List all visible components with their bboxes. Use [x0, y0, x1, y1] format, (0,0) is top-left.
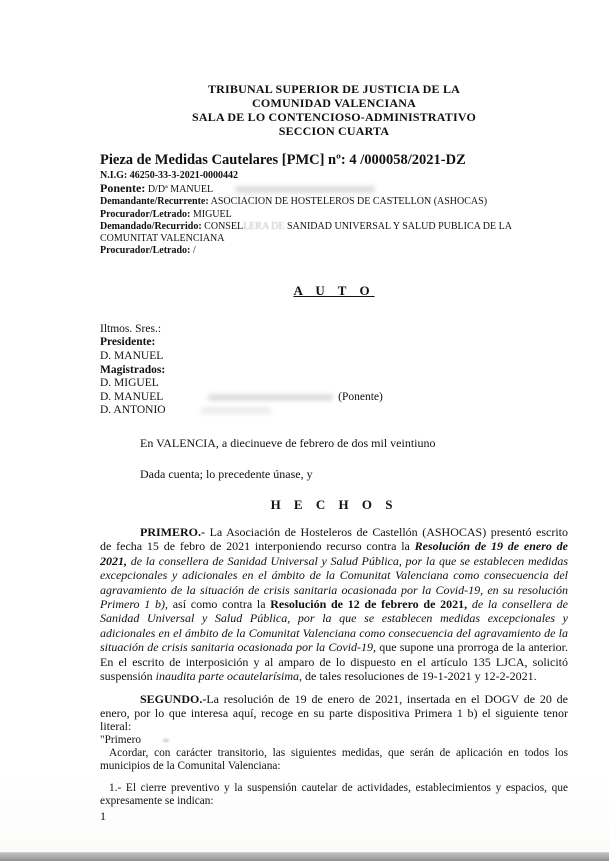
auto-heading-text: A U T O [293, 282, 375, 298]
case-field-row [100, 182, 568, 196]
quote-paragraph-acordar: Acordar, con carácter transitorio, las siguientes medidas, que serán de aplicación en todos los municipios de la Comunital Valenciana: [100, 746, 568, 772]
text-run: SEGUNDO.- [140, 692, 207, 707]
field-value [148, 184, 213, 195]
text-run: La Asociación de Hosteleros de Castellón (ASHOCAS) presentó escrito de fecha 15 de febro de 2021 interponiendo recurso contra la [100, 524, 568, 554]
case-title: Pieza de Medidas Cautelares [PMC] nº: 4 /000058/2021-DZ [100, 152, 466, 168]
magistrate-name: D. MIGUEL [100, 377, 159, 390]
field-value [193, 209, 232, 220]
magistrate-name: D. MANUEL [100, 390, 164, 403]
field-label: Demandado/Recurrido: [100, 220, 202, 232]
magistrate-row [100, 377, 568, 391]
quote-paragraph-cierre: 1.- El cierre preventivo y la suspensión cautelar de actividades, establecimientos y espacios, que expresamente se indican: [100, 781, 568, 807]
redaction-smudge [163, 739, 169, 742]
field-value-part: LERA DE [243, 220, 285, 232]
field-value-part: ASOCIACION DE HOSTELEROS DE CASTELLON (ASHOCAS) [210, 196, 488, 208]
field-value-part: D/Dª MANUEL [147, 184, 214, 195]
field-label: Procurador/Letrado: [100, 208, 191, 220]
text-run: de la consellera de Sanidad Universal y Salud Pública, por la que se establecen medidas excepcionales y adicionales en el ámbito de la Comunitat Valenciana como consecuencia del agravamiento de la situación de crisis sanitaria ocasionada por la Covid-19, en su resolución Primero 1 b) [100, 553, 568, 611]
case-field-row [100, 196, 568, 208]
redaction-smudge [201, 407, 271, 414]
text-run: PRIMERO.- [140, 524, 205, 539]
magistrate-name: D. ANTONIO [100, 404, 166, 417]
page-number: 1 [100, 808, 106, 823]
court-header-line: COMUNIDAD VALENCIANA [252, 96, 416, 110]
presidente-label: Presidente: [100, 336, 156, 349]
window-bottom-edge [0, 852, 609, 861]
case-field-row [100, 245, 568, 257]
case-nig: N.I.G: 46250-33-3-2021-0000442 [100, 170, 239, 181]
resolution-quote-block [100, 734, 568, 808]
place-date-line: En VALENCIA, a diecinueve de febrero de dos mil veintiuno [140, 435, 436, 450]
text-run: La resolución de 19 de enero de 2021, insertada en el DOGV de 20 de enero, por lo que interesa aquí, recoge en su parte dispositiva Primera 1 b) el siguiente tenor literal: [100, 692, 568, 734]
field-value-part: CONSEL [204, 220, 244, 232]
redaction-smudge [235, 186, 375, 193]
presidente-name: D. MANUEL [100, 349, 164, 362]
field-value [211, 196, 487, 207]
magistrate-row [100, 391, 568, 405]
case-fields [100, 182, 568, 258]
court-header-line: SALA DE LO CONTENCIOSO-ADMINISTRATIVO [192, 110, 476, 124]
judges-panel [100, 323, 568, 418]
court-header-line: SECCION CUARTA [278, 124, 390, 138]
field-value [193, 245, 196, 256]
text-run: de la consellera de Sanidad Universal y Salud Pública, por la que se establecen medidas excepcionales y adicionales en el ámbito de la Comunitat Valenciana como consecuencia del agravamiento de la situación de crisis sanitaria ocasionada por la Covid-19, [100, 596, 569, 655]
case-field-row [100, 209, 568, 221]
field-value-part: MIGUEL [192, 208, 232, 220]
hechos-heading: H E C H O S [270, 496, 398, 512]
field-label: Demandante/Recurrente: [100, 196, 209, 208]
court-header-line: TRIBUNAL SUPERIOR DE JUSTICIA DE LA [207, 82, 461, 96]
case-field-row [100, 221, 568, 246]
text-run: Resolución de 19 de enero de 2021, [100, 539, 568, 568]
field-label: Ponente: [100, 181, 146, 195]
ponente-suffix: (Ponente) [335, 390, 383, 403]
text-run: inaudita parte ocautelarísima [155, 669, 299, 683]
text-run: , así como contra la [165, 596, 271, 611]
field-label: Procurador/Letrado: [100, 245, 191, 257]
paragraph-primero [100, 525, 568, 683]
magistrados-list [100, 377, 568, 418]
text-run: que supone una prorroga de la anterior. En el escrito de interposición y al amparo de lo dispuesto en el artículo 135 LJCA, solicitó suspensión [100, 640, 568, 683]
panel-intro: Iltmos. Sres.: [100, 322, 162, 335]
text-run: Resolución de 12 de febrero de 2021, [270, 596, 468, 611]
dada-cuenta-line: Dada cuenta; lo precedente únase, y [140, 466, 313, 481]
paragraph-segundo [100, 693, 568, 733]
text-run: , de tales resoluciones de 19-1-2021 y 12-2-2021. [299, 669, 537, 683]
redaction-smudge [208, 394, 333, 401]
field-value-part: / [192, 245, 196, 257]
quote-opening-text: "Primero [100, 733, 142, 746]
magistrate-row [100, 404, 568, 418]
magistrados-label: Magistrados: [100, 363, 166, 376]
court-header [100, 82, 568, 138]
field-value-part: SANIDAD UNIVERSAL Y SALUD PUBLICA DE LA COMUNITAT VALENCIANA [100, 220, 512, 245]
quote-opening [100, 734, 568, 747]
auto-heading [100, 282, 568, 300]
